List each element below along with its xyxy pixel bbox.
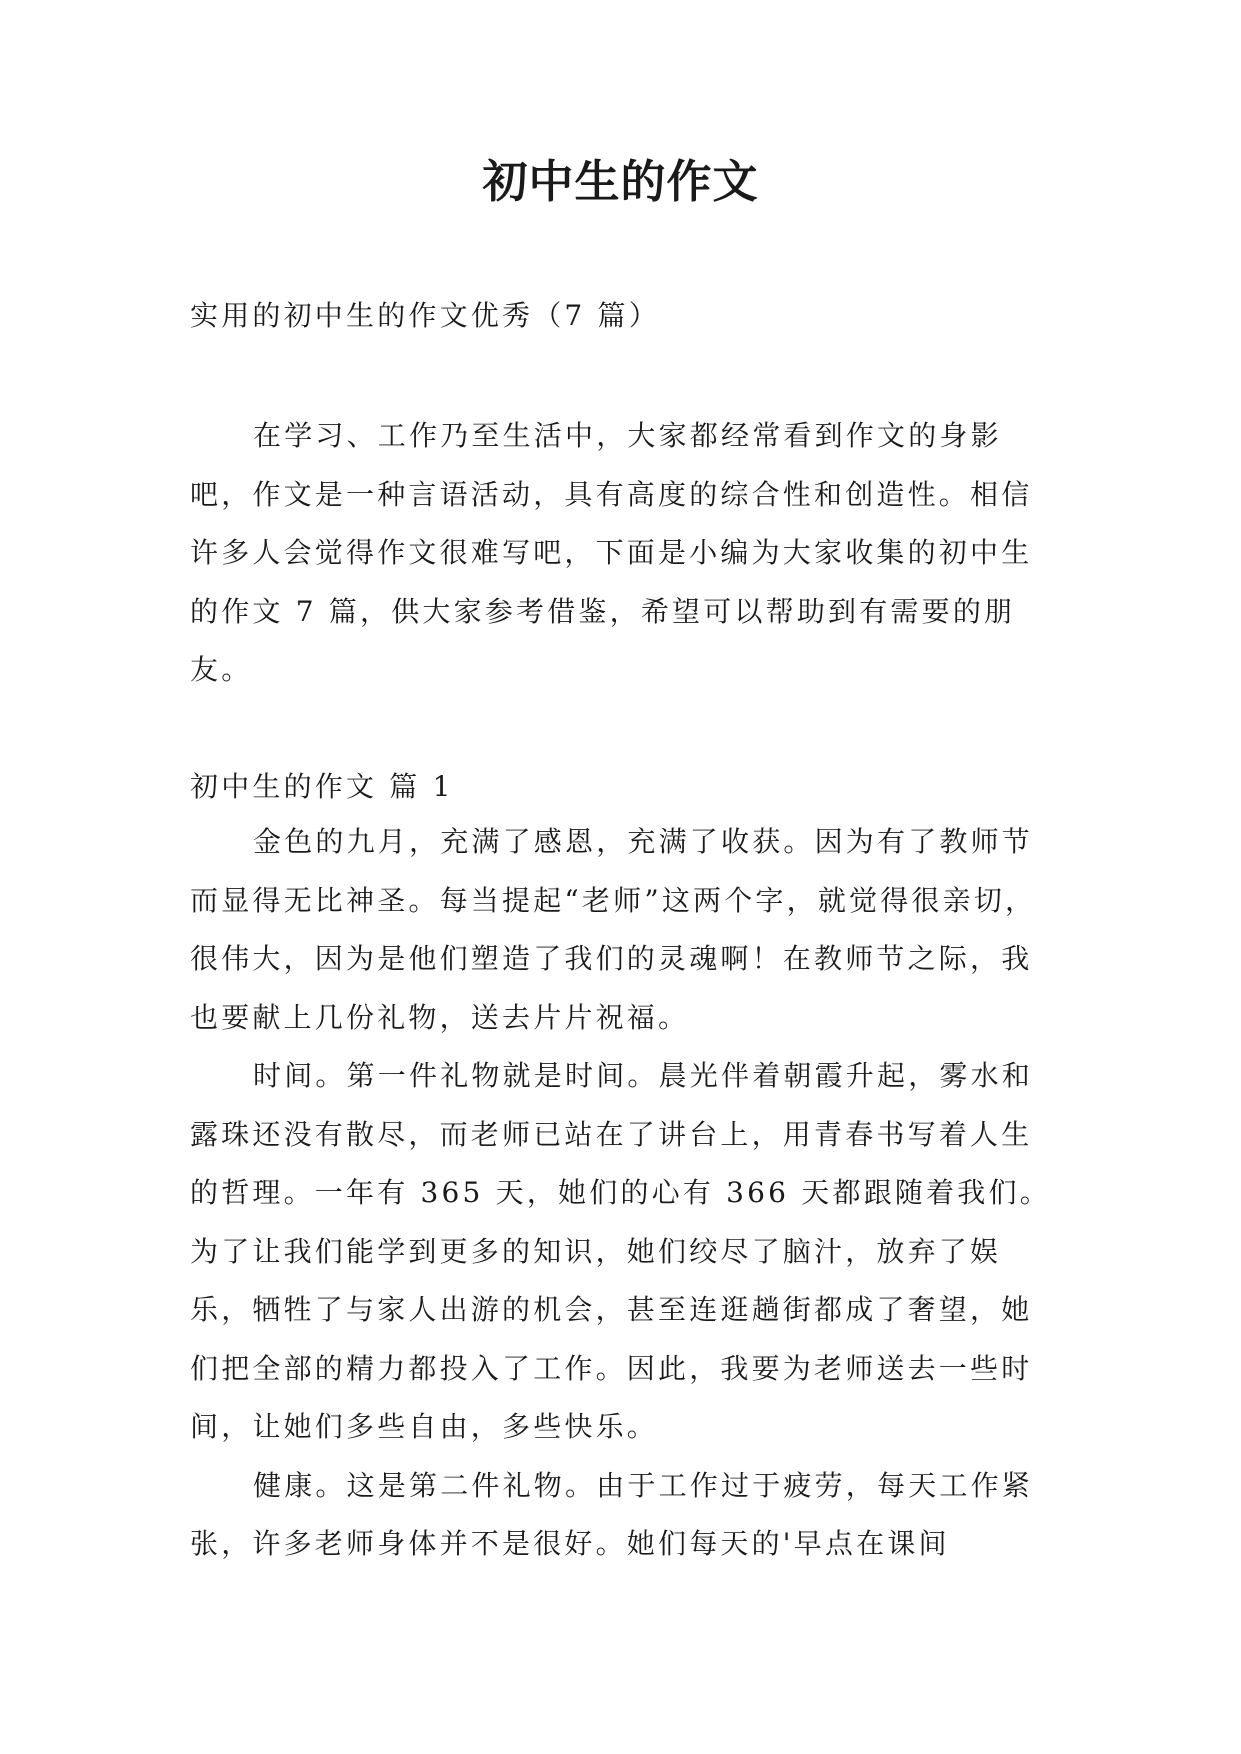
body-paragraph: 时间。第一件礼物就是时间。晨光伴着朝霞升起，雾水和露珠还没有散尽，而老师已站在了讲台上，用青春书写着人生的哲理。一年有 365 天，她们的心有 366 天都跟随着我们。为了让我们能学到更多的知识，她们绞尽了脑汁，放弃了娱乐，牺牲了与家人出游的机会，甚至连逛趟街都成了奢望，她们把全部的精力都投入了工作。因此，我要为老师送去一些时间，让她们多些自由，多些快乐。: [190, 1059, 1051, 1443]
section-body: [190, 813, 1060, 1574]
body-paragraph: 金色的九月，充满了感恩，充满了收获。因为有了教师节而显得无比神圣。每当提起“老师”这两个字，就觉得很亲切，很伟大，因为是他们塑造了我们的灵魂啊！在教师节之际，我也要献上几份礼物，送去片片祝福。: [190, 825, 1037, 1034]
body-paragraph: 健康。这是第二件礼物。由于工作过于疲劳，每天工作紧张，许多老师身体并不是很好。她们每天的'早点在课间: [190, 1468, 1034, 1560]
document-subtitle: 实用的初中生的作文优秀（7 篇）: [190, 299, 660, 332]
document-title: 初中生的作文: [482, 155, 759, 208]
intro-paragraph: 在学习、工作乃至生活中，大家都经常看到作文的身影吧，作文是一种言语活动，具有高度的综合性和创造性。相信许多人会觉得作文很难写吧，下面是小编为大家收集的初中生的作文 7 篇，供大家参考借鉴，希望可以帮助到有需要的朋友。: [190, 419, 1033, 686]
section-heading: 初中生的作文 篇 1: [190, 770, 454, 803]
